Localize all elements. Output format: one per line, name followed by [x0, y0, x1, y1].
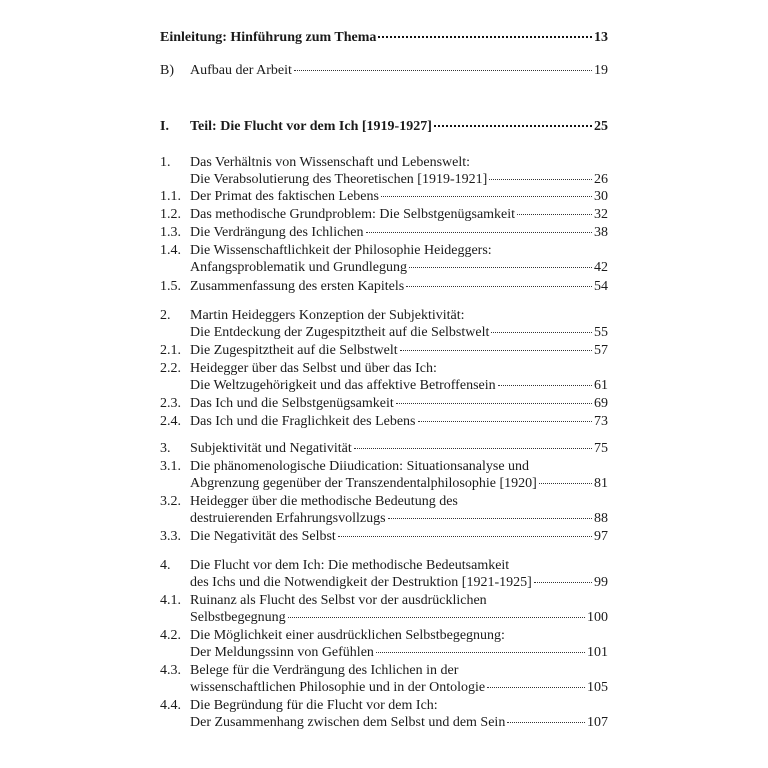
toc-entry-title-line: Heidegger über die methodische Bedeutung des	[190, 494, 458, 509]
toc-entry-title-line: Die Wissenschaftlichkeit der Philosophie Heideggers:	[190, 243, 492, 258]
toc-entry	[160, 206, 608, 223]
toc-entry-number: 4.2.	[160, 628, 181, 643]
toc-entry-title-line: Die Weltzugehörigkeit und das affektive Betroffensein	[190, 378, 496, 393]
dot-leader	[396, 403, 592, 404]
toc-entry	[160, 360, 608, 394]
toc-entry-page: 54	[594, 279, 608, 294]
toc-entry-number: 3.	[160, 441, 171, 456]
toc-entry-title: Teil: Die Flucht vor dem Ich [1919-1927]	[190, 119, 432, 134]
toc-entry-number: 2.1.	[160, 343, 181, 358]
toc-entry	[160, 307, 608, 341]
toc-entry-page: 61	[594, 378, 608, 393]
toc-entry-title: Das Ich und die Selbstgenügsamkeit	[190, 396, 394, 411]
dot-leader	[388, 518, 592, 519]
toc-entry-page: 57	[594, 343, 608, 358]
toc-entry-title: Die Zugespitztheit auf die Selbstwelt	[190, 343, 398, 358]
dot-leader	[517, 214, 592, 215]
toc-entry-page: 100	[587, 610, 608, 625]
toc-entry-page: 99	[594, 575, 608, 590]
toc-entry-title-line: Die Flucht vor dem Ich: Die methodische Bedeutsamkeit	[190, 558, 510, 573]
toc-entry-number: 2.2.	[160, 361, 181, 376]
toc-entry-page: 32	[594, 207, 608, 222]
toc-entry-title-line: Die Verabsolutierung des Theoretischen [1919-1921]	[190, 172, 488, 187]
toc-entry-title-line: Die Entdeckung der Zugespitztheit auf die Selbstwelt	[190, 325, 490, 340]
toc-entry	[160, 188, 608, 205]
toc-entry	[160, 557, 608, 591]
dot-leader	[406, 286, 592, 287]
toc-entry-number: 2.3.	[160, 396, 181, 411]
toc-entry-page: 107	[587, 715, 608, 730]
toc-entry-title-line: Die Begründung für die Flucht vor dem Ich:	[190, 698, 438, 713]
toc-entry-number: 1.	[160, 155, 171, 170]
toc-entry-number: 1.3.	[160, 225, 181, 240]
toc-entry-title: Das Ich und die Fraglichkeit des Lebens	[190, 414, 416, 429]
toc-entry-number: 1.2.	[160, 207, 181, 222]
toc-entry-title-line: Der Zusammenhang zwischen dem Selbst und dem Sein	[190, 715, 506, 730]
toc-entry-title-line: Die phänomenologische Diiudication: Situationsanalyse und	[190, 459, 530, 474]
toc-entry	[160, 528, 608, 545]
toc-entry-title: Das methodische Grundproblem: Die Selbstgenügsamkeit	[190, 207, 516, 222]
toc-entry-title: Der Primat des faktischen Lebens	[190, 189, 379, 204]
dot-leader	[400, 350, 592, 351]
dot-leader	[288, 617, 585, 618]
toc-entry	[160, 29, 608, 46]
toc-entry	[160, 224, 608, 241]
toc-entry	[160, 62, 608, 79]
toc-entry-number: 3.1.	[160, 459, 181, 474]
toc-entry-number: 1.1.	[160, 189, 181, 204]
toc-entry-title-line: Ruinanz als Flucht des Selbst vor der ausdrücklichen	[190, 593, 487, 608]
toc-entry	[160, 662, 608, 696]
dot-leader	[534, 582, 592, 583]
toc-entry	[160, 278, 608, 295]
toc-entry-page: 69	[594, 396, 608, 411]
dot-leader	[489, 179, 592, 180]
toc-entry-number: 4.3.	[160, 663, 181, 678]
toc-entry-page: 101	[587, 645, 608, 660]
toc-entry-number: 2.4.	[160, 414, 181, 429]
toc-entry-title-line: des Ichs und die Notwendigkeit der Destruktion [1921-1925]	[190, 575, 532, 590]
toc-entry-title-line: Anfangsproblematik und Grundlegung	[190, 260, 407, 275]
toc-entry-number: B)	[160, 63, 174, 78]
toc-entry-title: Einleitung: Hinführung zum Thema	[160, 30, 377, 45]
dot-leader	[338, 536, 592, 537]
dot-leader	[434, 125, 592, 127]
toc-entry	[160, 440, 608, 457]
dot-leader	[354, 448, 592, 449]
dot-leader	[498, 385, 592, 386]
toc-entry-page: 26	[594, 172, 608, 187]
dot-leader	[294, 70, 592, 71]
toc-entry-number: 3.3.	[160, 529, 181, 544]
toc-entry-title: Die Verdrängung des Ichlichen	[190, 225, 364, 240]
toc-entry	[160, 395, 608, 412]
toc-entry	[160, 118, 608, 135]
toc-entry-title-line: Die Möglichkeit einer ausdrücklichen Selbstbegegnung:	[190, 628, 505, 643]
toc-entry-title-line: wissenschaftlichen Philosophie und in der Ontologie	[190, 680, 486, 695]
toc-entry	[160, 154, 608, 188]
toc-entry-number: 3.2.	[160, 494, 181, 509]
toc-entry-title-line: Abgrenzung gegenüber der Transzendentalphilosophie [1920]	[190, 476, 537, 491]
toc-entry-number: 2.	[160, 308, 171, 323]
toc-entry-page: 97	[594, 529, 608, 544]
toc-entry-page: 81	[594, 476, 608, 491]
toc-entry-page: 42	[594, 260, 608, 275]
toc-entry-page: 25	[594, 119, 608, 134]
dot-leader	[366, 232, 592, 233]
toc-entry-number: 1.4.	[160, 243, 181, 258]
toc-entry	[160, 242, 608, 276]
toc-entry	[160, 493, 608, 527]
toc-entry-page: 13	[594, 30, 608, 45]
toc-entry	[160, 342, 608, 359]
dot-leader	[376, 652, 585, 653]
dot-leader	[487, 687, 585, 688]
toc-entry-page: 73	[594, 414, 608, 429]
toc-entry-title-line: Martin Heideggers Konzeption der Subjektivität:	[190, 308, 465, 323]
toc-entry-title-line: Heidegger über das Selbst und über das Ich:	[190, 361, 437, 376]
toc-entry-number: 4.4.	[160, 698, 181, 713]
toc-entry-number: 1.5.	[160, 279, 181, 294]
toc-entry-page: 19	[594, 63, 608, 78]
dot-leader	[507, 722, 585, 723]
dot-leader	[539, 483, 592, 484]
dot-leader	[381, 196, 592, 197]
toc-entry-title-line: Der Meldungssinn von Gefühlen	[190, 645, 374, 660]
toc-entry-page: 75	[594, 441, 608, 456]
toc-entry-title-line: Das Verhältnis von Wissenschaft und Lebenswelt:	[190, 155, 471, 170]
toc-entry-page: 30	[594, 189, 608, 204]
toc-entry-page: 105	[587, 680, 608, 695]
toc-entry-number: 4.1.	[160, 593, 181, 608]
toc-entry-title: Aufbau der Arbeit	[190, 63, 292, 78]
toc-entry-title-line: destruierenden Erfahrungsvollzugs	[190, 511, 386, 526]
dot-leader	[409, 267, 592, 268]
toc-entry	[160, 697, 608, 731]
dot-leader	[491, 332, 592, 333]
toc-entry-page: 55	[594, 325, 608, 340]
toc-entry-page: 38	[594, 225, 608, 240]
toc-entry-title-line: Selbstbegegnung	[190, 610, 286, 625]
toc-entry-page: 88	[594, 511, 608, 526]
toc-entry-title: Die Negativität des Selbst	[190, 529, 336, 544]
toc-entry-number: 4.	[160, 558, 171, 573]
dot-leader	[418, 421, 593, 422]
toc-entry	[160, 627, 608, 661]
toc-entry-title-line: Belege für die Verdrängung des Ichlichen in der	[190, 663, 459, 678]
toc-entry	[160, 458, 608, 492]
toc-entry-number: I.	[160, 119, 169, 134]
dot-leader	[378, 36, 592, 38]
toc-entry	[160, 592, 608, 626]
toc-entry-title: Zusammenfassung des ersten Kapitels	[190, 279, 405, 294]
toc-entry-title: Subjektivität und Negativität	[190, 441, 352, 456]
toc-entry	[160, 413, 608, 430]
